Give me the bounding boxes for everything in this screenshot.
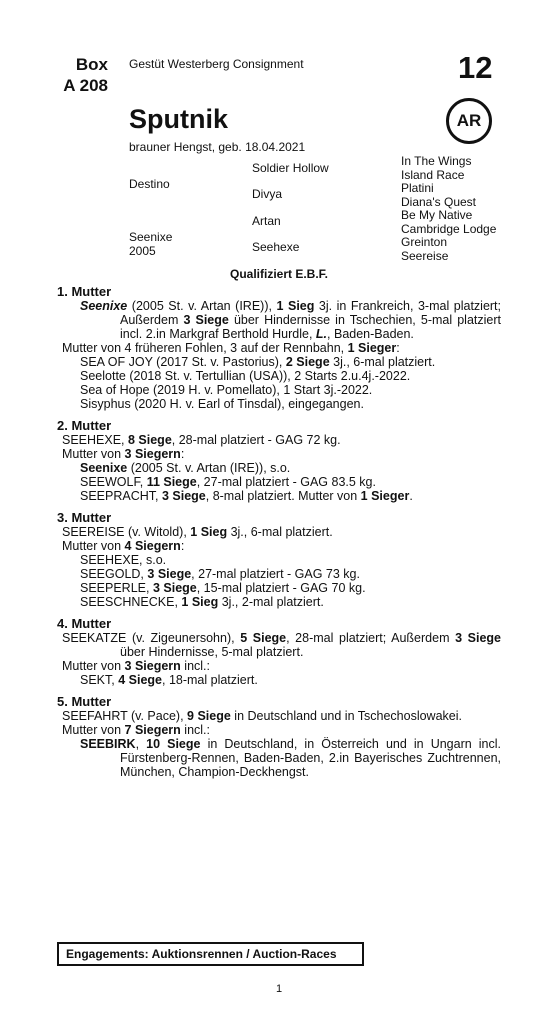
offspring-item: Seelotte (2018 St. v. Tertullian (USA)), 2 Starts 2.u.4j.-2022. [80, 369, 411, 383]
pedigree-gen3-item: Seereise [401, 248, 449, 263]
page-number: 1 [275, 983, 283, 995]
pedigree-gen2: Soldier Hollow [252, 161, 329, 175]
pedigree-dam: Seenixe [129, 230, 173, 244]
section-3-mutter [57, 510, 501, 609]
section-title: 2. Mutter [57, 418, 112, 433]
offspring-item: SEEHEXE, s.o. [80, 553, 167, 567]
box-label-block [58, 54, 108, 96]
dam-record: SEEKATZE (v. Zigeunersohn), 5 Siege, 28-mal platziert; Außerdem 3 Siege über Hindernisse, 5-mal platziert. [62, 631, 501, 659]
offspring-item: SEEWOLF, 11 Siege, 27-mal platziert - GAG 83.5 kg. [80, 475, 376, 489]
produce-summary: Mutter von 4 Siegern: [62, 539, 185, 553]
produce-summary: Mutter von 3 Siegern incl.: [62, 659, 210, 673]
section-title: 4. Mutter [57, 616, 112, 631]
produce-summary: Mutter von 7 Siegern incl.: [62, 723, 210, 737]
section-5-mutter [57, 694, 501, 779]
pedigree-gen2: Divya [252, 187, 283, 201]
offspring-item: Sea of Hope (2019 H. v. Pomellato), 1 Start 3j.-2022. [80, 383, 373, 397]
pedigree-gen3-item: Island Race [401, 167, 465, 182]
horse-description: brauner Hengst, geb. 18.04.2021 [129, 140, 306, 154]
offspring-item: SEESCHNECKE, 1 Sieg 3j., 2-mal platziert. [80, 595, 324, 609]
pedigree-gen3-item: Diana's Quest [401, 194, 476, 209]
pedigree-gen3-item: In The Wings [401, 154, 472, 168]
section-title: 3. Mutter [57, 510, 112, 525]
box-number: A 208 [63, 76, 108, 95]
offspring-item: SEEGOLD, 3 Siege, 27-mal platziert - GAG 73 kg. [80, 567, 360, 581]
pedigree-gen3-item: Platini [401, 181, 434, 195]
engagements-box: Engagements: Auktionsrennen / Auction-Races [57, 942, 364, 966]
lot-number: 12 [458, 50, 493, 85]
pedigree-dam-block [129, 231, 172, 258]
pedigree-gen3-item: Be My Native [401, 208, 473, 222]
section-2-mutter [57, 418, 501, 503]
pedigree-gen3 [401, 155, 496, 263]
box-label: Box [75, 55, 108, 74]
produce-summary: Mutter von 3 Siegern: [62, 447, 185, 461]
pedigree-sire: Destino [129, 177, 170, 191]
offspring-item: SEEPRACHT, 3 Siege, 8-mal platziert. Mutter von 1 Sieger. [80, 489, 413, 503]
section-1-mutter [57, 284, 501, 411]
offspring-item: SEKT, 4 Siege, 18-mal platziert. [80, 673, 258, 687]
dam-record: Seenixe (2005 St. v. Artan (IRE)), 1 Sieg 3j. in Frankreich, 3-mal platziert; Außerdem 3 Siege über Hindernisse in Tschechien, 5-mal platziert incl. 2.in Markgraf Berthold Hurdle, L., Baden-Baden. [80, 299, 502, 341]
dam-record: SEEREISE (v. Witold), 1 Sieg 3j., 6-mal platziert. [62, 525, 333, 539]
offspring-item: SEEBIRK, 10 Siege in Deutschland, in Österreich und in Ungarn incl. Fürstenberg-Rennen, Baden-Baden, 2.in Bayerisches Zuchtrennen, München, Champion-Deckhengst. [80, 737, 502, 779]
produce-summary: Mutter von 4 früheren Fohlen, 3 auf der Rennbahn, 1 Sieger: [62, 341, 400, 355]
section-title: 1. Mutter [57, 284, 112, 299]
horse-name: Sputnik [129, 104, 228, 134]
offspring-item: SEEPERLE, 3 Siege, 15-mal platziert - GAG 70 kg. [80, 581, 366, 595]
section-4-mutter [57, 616, 501, 687]
pedigree-gen3-item: Greinton [401, 235, 448, 249]
offspring-item: Sisyphus (2020 H. v. Earl of Tinsdal), eingegangen. [80, 397, 364, 411]
pedigree-gen2: Artan [252, 214, 281, 228]
section-title: 5. Mutter [57, 694, 112, 709]
qualification: Qualifiziert E.B.F. [229, 267, 328, 281]
offspring-item: SEA OF JOY (2017 St. v. Pastorius), 2 Siege 3j., 6-mal platziert. [80, 355, 436, 369]
pedigree-gen2: Seehexe [252, 240, 300, 254]
ar-badge: AR [446, 98, 492, 144]
dam-record: SEEFAHRT (v. Pace), 9 Siege in Deutschland und in Tschechoslowakei. [62, 709, 462, 723]
consigner: Gestüt Westerberg Consignment [129, 57, 304, 71]
offspring-item: Seenixe (2005 St. v. Artan (IRE)), s.o. [80, 461, 291, 475]
dam-record: SEEHEXE, 8 Siege, 28-mal platziert - GAG 72 kg. [62, 433, 341, 447]
dam-line-content [57, 284, 501, 786]
pedigree-gen3-item: Cambridge Lodge [401, 221, 497, 236]
pedigree-dam-year: 2005 [129, 243, 156, 258]
dam-name: Seenixe [80, 299, 128, 313]
